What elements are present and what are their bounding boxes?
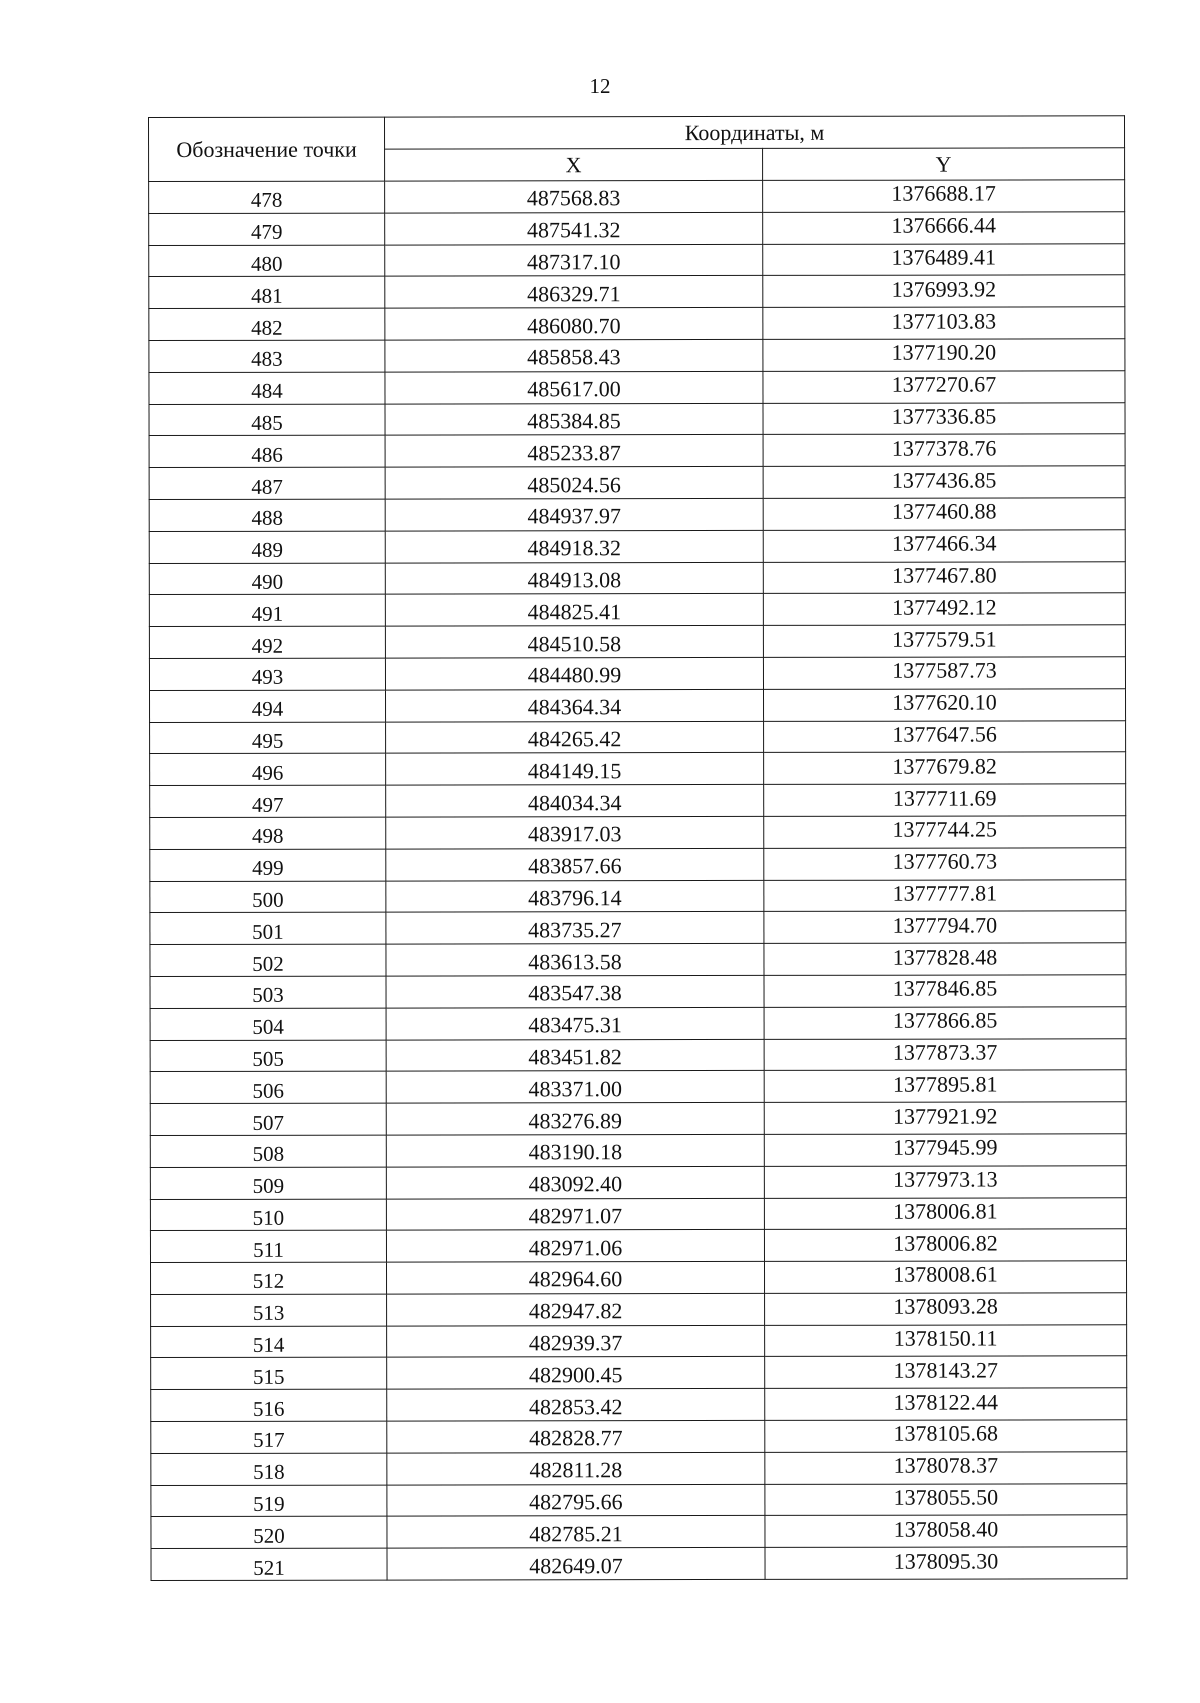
point-cell: 487 — [149, 467, 385, 499]
point-cell: 482 — [149, 308, 385, 340]
x-coordinate-cell: 482971.06 — [386, 1230, 764, 1262]
table-row — [151, 1515, 1127, 1549]
point-cell: 497 — [150, 785, 386, 817]
x-coordinate-cell: 482795.66 — [387, 1484, 765, 1516]
x-coordinate-cell: 483092.40 — [386, 1166, 764, 1198]
point-cell: 519 — [151, 1485, 387, 1517]
point-cell: 490 — [149, 563, 385, 595]
x-coordinate-cell: 483276.89 — [386, 1103, 764, 1135]
x-coordinate-cell: 484480.99 — [385, 657, 763, 689]
x-coordinate-cell: 482785.21 — [387, 1516, 765, 1548]
table-row — [150, 1165, 1126, 1199]
x-coordinate-cell: 483917.03 — [386, 816, 764, 848]
y-coordinate-cell: 1377492.12 — [763, 593, 1125, 625]
point-cell: 491 — [149, 594, 385, 626]
y-coordinate-cell: 1377846.85 — [764, 975, 1126, 1007]
table-body — [149, 180, 1127, 1581]
y-coordinate-cell: 1376688.17 — [763, 180, 1125, 212]
point-cell: 506 — [150, 1071, 386, 1103]
point-cell: 489 — [149, 531, 385, 563]
x-coordinate-cell: 485024.56 — [385, 467, 763, 499]
y-coordinate-cell: 1377436.85 — [763, 466, 1125, 498]
y-coordinate-cell: 1377760.73 — [764, 848, 1126, 880]
table-row — [149, 339, 1125, 373]
point-cell: 511 — [150, 1230, 386, 1262]
table-row — [150, 720, 1126, 754]
table-header — [149, 116, 1125, 182]
table-row — [149, 212, 1125, 246]
table-row — [149, 498, 1125, 532]
x-coordinate-cell: 482853.42 — [387, 1389, 765, 1421]
x-coordinate-cell: 483371.00 — [386, 1071, 764, 1103]
table-row — [151, 1483, 1127, 1517]
y-coordinate-cell: 1378093.28 — [765, 1293, 1127, 1325]
x-coordinate-cell: 482900.45 — [387, 1357, 765, 1389]
x-coordinate-cell: 484510.58 — [385, 626, 763, 658]
x-coordinate-cell: 482964.60 — [386, 1262, 764, 1294]
point-cell: 513 — [151, 1294, 387, 1326]
table-row — [150, 943, 1126, 977]
point-cell: 518 — [151, 1453, 387, 1485]
point-cell: 505 — [150, 1040, 386, 1072]
y-coordinate-cell: 1378143.27 — [765, 1356, 1127, 1388]
x-coordinate-cell: 483475.31 — [386, 1007, 764, 1039]
point-cell: 509 — [150, 1167, 386, 1199]
table-row — [150, 784, 1126, 818]
point-cell: 500 — [150, 881, 386, 913]
table-row — [151, 1420, 1127, 1454]
x-coordinate-cell: 482947.82 — [387, 1293, 765, 1325]
y-coordinate-cell: 1377587.73 — [763, 657, 1125, 689]
x-coordinate-cell: 487541.32 — [385, 212, 763, 244]
y-coordinate-cell: 1378055.50 — [765, 1483, 1127, 1515]
x-coordinate-cell: 483857.66 — [386, 848, 764, 880]
x-coordinate-cell: 482939.37 — [387, 1325, 765, 1357]
table-row — [150, 1134, 1126, 1168]
point-cell: 512 — [150, 1262, 386, 1294]
y-coordinate-cell: 1377895.81 — [764, 1070, 1126, 1102]
point-cell: 479 — [149, 213, 385, 245]
x-coordinate-cell: 483735.27 — [386, 912, 764, 944]
table-row — [150, 1102, 1126, 1136]
x-coordinate-cell: 482971.07 — [386, 1198, 764, 1230]
table-row — [150, 879, 1126, 913]
x-coordinate-cell: 484937.97 — [385, 498, 763, 530]
point-cell: 520 — [151, 1517, 387, 1549]
x-coordinate-cell: 485384.85 — [385, 403, 763, 435]
x-column-header: X — [385, 148, 763, 181]
x-coordinate-cell: 484913.08 — [385, 562, 763, 594]
y-coordinate-cell: 1378105.68 — [765, 1420, 1127, 1452]
table-row — [149, 625, 1125, 659]
table-row — [149, 371, 1125, 405]
x-coordinate-cell: 485617.00 — [385, 371, 763, 403]
point-cell: 507 — [150, 1103, 386, 1135]
y-coordinate-cell: 1377828.48 — [764, 943, 1126, 975]
point-cell: 493 — [149, 658, 385, 690]
table-row — [151, 1356, 1127, 1390]
table-row — [149, 657, 1125, 691]
table-row — [151, 1452, 1127, 1486]
table-row — [150, 975, 1126, 1009]
coordinates-table — [148, 115, 1128, 1581]
y-coordinate-cell: 1377866.85 — [764, 1007, 1126, 1039]
table-row — [149, 434, 1125, 468]
x-coordinate-cell: 483613.58 — [386, 944, 764, 976]
table-row — [149, 275, 1125, 309]
x-coordinate-cell: 483547.38 — [386, 975, 764, 1007]
y-coordinate-cell: 1377270.67 — [763, 371, 1125, 403]
x-coordinate-cell: 484149.15 — [386, 753, 764, 785]
y-coordinate-cell: 1378095.30 — [765, 1547, 1127, 1579]
y-coordinate-cell: 1376489.41 — [763, 243, 1125, 275]
x-coordinate-cell: 485858.43 — [385, 339, 763, 371]
x-coordinate-cell: 483451.82 — [386, 1039, 764, 1071]
y-coordinate-cell: 1377620.10 — [763, 689, 1125, 721]
y-coordinate-cell: 1378150.11 — [765, 1324, 1127, 1356]
x-coordinate-cell: 482828.77 — [387, 1421, 765, 1453]
point-column-header: Обозначение точки — [149, 117, 385, 181]
point-cell: 480 — [149, 245, 385, 277]
table-row — [150, 1038, 1126, 1072]
y-coordinate-cell: 1377467.80 — [763, 561, 1125, 593]
point-cell: 478 — [149, 181, 385, 213]
y-coordinate-cell: 1377921.92 — [764, 1102, 1126, 1134]
table-row — [150, 752, 1126, 786]
point-cell: 498 — [150, 817, 386, 849]
y-coordinate-cell: 1377794.70 — [764, 911, 1126, 943]
y-coordinate-cell: 1377103.83 — [763, 307, 1125, 339]
y-coordinate-cell: 1378006.82 — [764, 1229, 1126, 1261]
point-cell: 486 — [149, 435, 385, 467]
x-coordinate-cell: 483796.14 — [386, 880, 764, 912]
x-coordinate-cell: 485233.87 — [385, 435, 763, 467]
table-row — [151, 1547, 1127, 1581]
table-row — [150, 1007, 1126, 1041]
table-row — [149, 402, 1125, 436]
point-cell: 514 — [151, 1326, 387, 1358]
point-cell: 481 — [149, 276, 385, 308]
table-row — [149, 466, 1125, 500]
table-row — [150, 1070, 1126, 1104]
table-row — [149, 530, 1125, 564]
y-coordinate-cell: 1377744.25 — [764, 816, 1126, 848]
point-cell: 516 — [151, 1389, 387, 1421]
point-cell: 488 — [149, 499, 385, 531]
point-cell: 508 — [150, 1135, 386, 1167]
point-cell: 496 — [150, 753, 386, 785]
point-cell: 499 — [150, 849, 386, 881]
x-coordinate-cell: 483190.18 — [386, 1134, 764, 1166]
y-coordinate-cell: 1377460.88 — [763, 498, 1125, 530]
point-cell: 483 — [149, 340, 385, 372]
y-coordinate-cell: 1378006.81 — [764, 1197, 1126, 1229]
table-row — [150, 1261, 1126, 1295]
y-coordinate-cell: 1378008.61 — [764, 1261, 1126, 1293]
y-coordinate-cell: 1378058.40 — [765, 1515, 1127, 1547]
point-cell: 502 — [150, 944, 386, 976]
table-row — [149, 561, 1125, 595]
x-coordinate-cell: 487568.83 — [385, 180, 763, 212]
y-coordinate-cell: 1378078.37 — [765, 1452, 1127, 1484]
page-number: 12 — [589, 74, 611, 98]
y-coordinate-cell: 1377945.99 — [764, 1134, 1126, 1166]
y-coordinate-cell: 1377647.56 — [764, 720, 1126, 752]
x-coordinate-cell: 487317.10 — [385, 244, 763, 276]
table-row — [149, 180, 1125, 214]
y-coordinate-cell: 1377973.13 — [764, 1165, 1126, 1197]
table-row — [150, 816, 1126, 850]
x-coordinate-cell: 482649.07 — [387, 1548, 765, 1580]
y-coordinate-cell: 1377777.81 — [764, 879, 1126, 911]
point-cell: 484 — [149, 372, 385, 404]
x-coordinate-cell: 484918.32 — [385, 530, 763, 562]
y-coordinate-cell: 1378122.44 — [765, 1388, 1127, 1420]
point-cell: 485 — [149, 404, 385, 436]
table-row — [151, 1388, 1127, 1422]
y-coordinate-cell: 1377378.76 — [763, 434, 1125, 466]
table-row — [150, 689, 1126, 723]
y-coordinate-cell: 1377190.20 — [763, 339, 1125, 371]
point-cell: 492 — [149, 626, 385, 658]
x-coordinate-cell: 484364.34 — [386, 689, 764, 721]
table-row — [150, 1197, 1126, 1231]
y-coordinate-cell: 1377679.82 — [764, 752, 1126, 784]
point-cell: 503 — [150, 976, 386, 1008]
y-coordinate-cell: 1377711.69 — [764, 784, 1126, 816]
point-cell: 495 — [150, 722, 386, 754]
table-row — [149, 593, 1125, 627]
x-coordinate-cell: 484034.34 — [386, 785, 764, 817]
x-coordinate-cell: 486329.71 — [385, 276, 763, 308]
x-coordinate-cell: 484265.42 — [386, 721, 764, 753]
table-row — [150, 911, 1126, 945]
table-row — [151, 1324, 1127, 1358]
point-cell: 501 — [150, 912, 386, 944]
x-coordinate-cell: 482811.28 — [387, 1452, 765, 1484]
point-cell: 515 — [151, 1358, 387, 1390]
y-coordinate-cell: 1377336.85 — [763, 402, 1125, 434]
table-row — [149, 307, 1125, 341]
table-row — [151, 1293, 1127, 1327]
point-cell: 517 — [151, 1421, 387, 1453]
point-cell: 510 — [150, 1199, 386, 1231]
table-row — [150, 1229, 1126, 1263]
x-coordinate-cell: 484825.41 — [385, 594, 763, 626]
y-coordinate-cell: 1376666.44 — [763, 212, 1125, 244]
table-row — [149, 243, 1125, 277]
y-coordinate-cell: 1377579.51 — [763, 625, 1125, 657]
point-cell: 494 — [150, 690, 386, 722]
x-coordinate-cell: 486080.70 — [385, 308, 763, 340]
table-row — [150, 848, 1126, 882]
y-coordinate-cell: 1377873.37 — [764, 1038, 1126, 1070]
coordinates-table-container — [148, 115, 1127, 1581]
point-cell: 521 — [151, 1548, 387, 1580]
point-cell: 504 — [150, 1008, 386, 1040]
coordinates-header: Координаты, м — [385, 116, 1125, 149]
y-coordinate-cell: 1376993.92 — [763, 275, 1125, 307]
y-column-header: Y — [763, 148, 1125, 181]
y-coordinate-cell: 1377466.34 — [763, 530, 1125, 562]
